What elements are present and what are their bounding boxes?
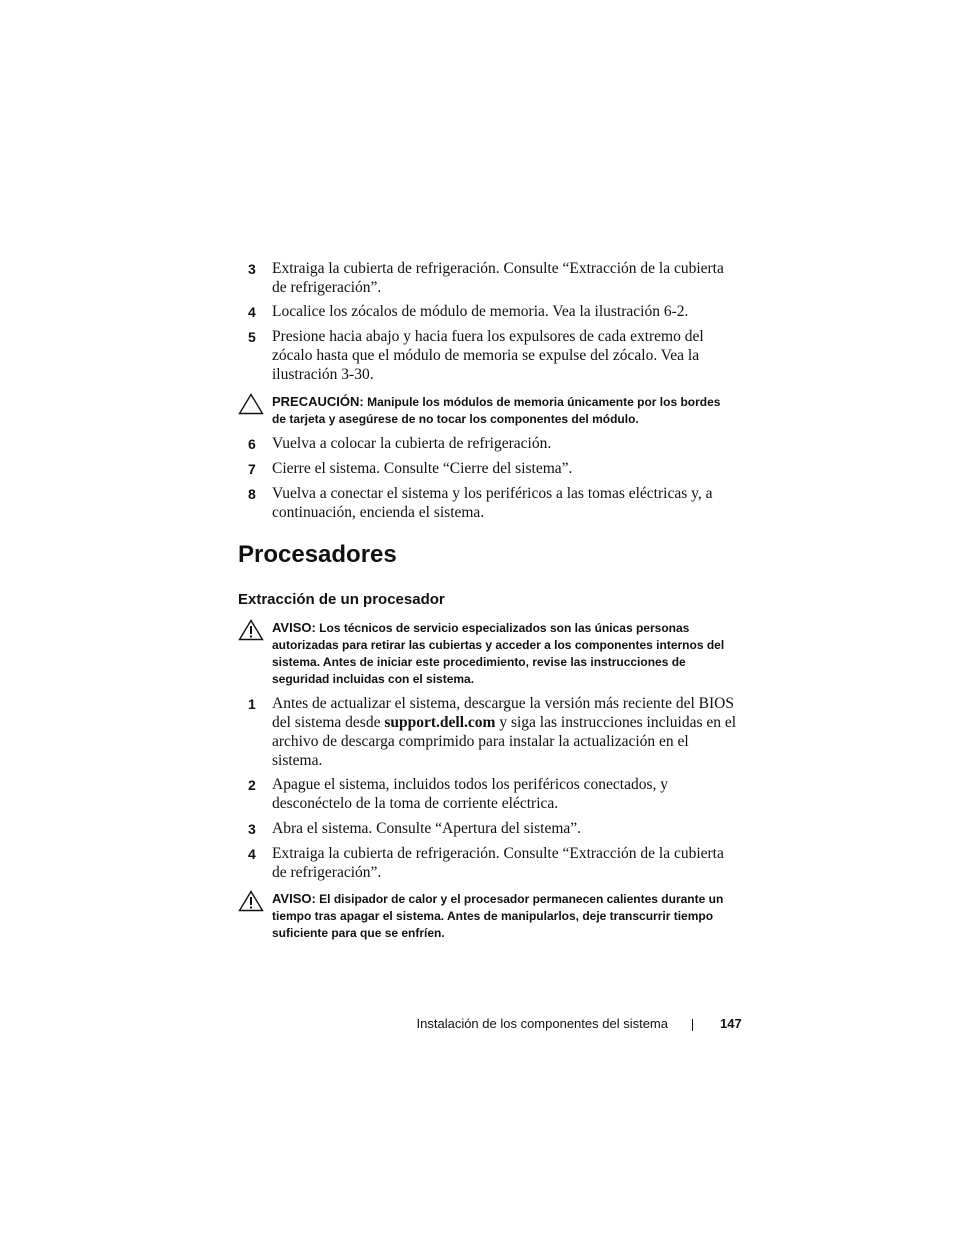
step-number: 1: [248, 696, 256, 712]
subsection-heading: Extracción de un procesador: [238, 591, 445, 608]
warning-body: Los técnicos de servicio especializados son las únicas personas autorizadas para retirar las cubiertas y acceder a los componentes internos del sistema. Antes de iniciar este procedimiento, revise las instrucciones de seguridad incluidas con el sistema.: [272, 621, 725, 686]
warning-label: AVISO:: [272, 891, 316, 906]
warning-body: El disipador de calor y el procesador permanecen calientes durante un tiempo tras apagar el sistema. Antes de manipularlos, deje transcurrir tiempo suficiente para que se enfríen.: [272, 892, 724, 940]
step-number: 4: [248, 846, 256, 862]
step-number: 3: [248, 261, 256, 277]
warning-label: AVISO:: [272, 620, 316, 635]
step-number: 3: [248, 821, 256, 837]
step-number: 7: [248, 461, 256, 477]
step-number: 5: [248, 329, 256, 345]
step-number: 2: [248, 777, 256, 793]
page-number: 147: [720, 1016, 742, 1031]
caution-body: Manipule los módulos de memoria únicamente por los bordes de tarjeta y asegúrese de no tocar los componentes del módulo.: [272, 395, 721, 426]
step-text: Vuelva a conectar el sistema y los periféricos a las tomas eléctricas y, a continuación, encienda el sistema.: [272, 485, 713, 521]
step-number: 4: [248, 304, 256, 320]
step-number: 6: [248, 436, 256, 452]
caution-text: [272, 393, 737, 428]
footer-chapter-title: Instalación de los componentes del sistema: [416, 1016, 668, 1031]
caution-label: PRECAUCIÓN:: [272, 394, 364, 409]
step-text-pre: Antes de actualizar el sistema, descargue la versión más reciente del BIOS del sistema desde: [272, 695, 734, 731]
step-text: Cierre el sistema. Consulte “Cierre del sistema”.: [272, 460, 573, 477]
step-text: Presione hacia abajo y hacia fuera los expulsores de cada extremo del zócalo hasta que el módulo de memoria se expulse del zócalo. Vea la ilustración 3-30.: [272, 328, 704, 383]
step-text-post: y siga las instrucciones incluidas en el archivo de descarga comprimido para instalar la actualización en el sistema.: [272, 714, 737, 769]
step-text: Extraiga la cubierta de refrigeración. Consulte “Extracción de la cubierta de refrigeración”.: [272, 260, 724, 296]
warning-text: [272, 619, 737, 688]
warning-text: [272, 890, 737, 942]
support-link[interactable]: support.dell.com: [384, 714, 496, 731]
step-text: Extraiga la cubierta de refrigeración. Consulte “Extracción de la cubierta de refrigeración”.: [272, 845, 724, 881]
step-number: 8: [248, 486, 256, 502]
footer-separator: [692, 1019, 693, 1031]
step-text: Abra el sistema. Consulte “Apertura del sistema”.: [272, 820, 582, 837]
warning-triangle-icon: [238, 890, 264, 912]
step-text: Vuelva a colocar la cubierta de refrigeración.: [272, 435, 552, 452]
step-text: Localice los zócalos de módulo de memoria. Vea la ilustración 6-2.: [272, 303, 689, 320]
warning-triangle-icon: [238, 619, 264, 641]
section-heading: Procesadores: [238, 541, 397, 568]
step-text: Apague el sistema, incluidos todos los periféricos conectados, y desconéctelo de la toma de corriente eléctrica.: [272, 776, 669, 812]
caution-triangle-icon: [238, 393, 264, 415]
step-text: [272, 694, 737, 770]
